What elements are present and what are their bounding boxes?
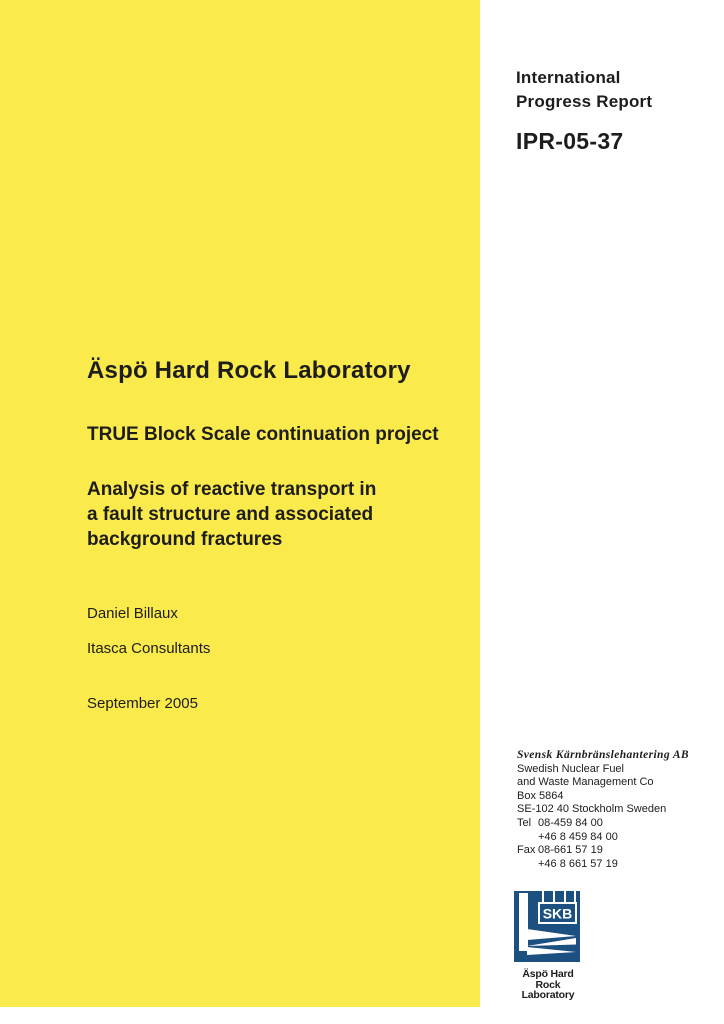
author-affiliation: Itasca Consultants: [87, 640, 211, 657]
publisher-address-line: Swedish Nuclear Fuel: [517, 762, 624, 775]
tel-row-intl: [517, 831, 707, 845]
logo-caption-line1: Äspö Hard Rock: [522, 968, 574, 991]
report-title-line2: a fault structure and associated: [87, 504, 374, 525]
fax-label-spacer: [517, 858, 538, 872]
project-title: TRUE Block Scale continuation project: [87, 424, 439, 445]
svg-text:SKB: SKB: [542, 905, 573, 922]
logo-caption: [514, 969, 582, 1001]
report-type-line1: International: [516, 68, 621, 87]
author-name: Daniel Billaux: [87, 605, 178, 622]
fax-label: Fax: [517, 844, 536, 857]
tel-number-local: 08-459 84 00: [538, 816, 603, 829]
publisher-address-line: SE-102 40 Stockholm Sweden: [517, 803, 667, 816]
tel-label: Tel: [517, 816, 532, 829]
title-block: [87, 357, 467, 552]
report-number: IPR-05-37: [516, 128, 624, 154]
skb-logo-block: [514, 891, 624, 1001]
report-title-line1: Analysis of reactive transport in: [87, 479, 377, 500]
tel-label-spacer: [517, 831, 538, 845]
report-type-label: [516, 66, 706, 114]
publisher-address-line: and Waste Management Co: [517, 776, 654, 789]
fax-number-intl: +46 8 661 57 19: [538, 857, 618, 870]
report-header: [516, 66, 706, 155]
tel-number-intl: +46 8 459 84 00: [538, 830, 618, 843]
logo-caption-line2: Laboratory: [521, 989, 575, 1001]
report-title-line3: background fractures: [87, 529, 283, 550]
publisher-address-line: Box 5864: [517, 789, 564, 802]
skb-logo-icon: [514, 905, 580, 966]
facility-title: Äspö Hard Rock Laboratory: [87, 357, 411, 384]
fax-row: [517, 844, 707, 858]
publisher-company-name: Svensk Kärnbränslehantering AB: [517, 749, 689, 761]
report-type-line2: Progress Report: [516, 92, 653, 111]
fax-row-intl: [517, 858, 707, 872]
author-block: [87, 605, 210, 657]
report-date: September 2005: [87, 695, 198, 712]
tel-row: [517, 817, 707, 831]
publisher-address-block: [517, 749, 707, 871]
report-title: [87, 477, 467, 552]
fax-number-local: 08-661 57 19: [538, 844, 603, 857]
